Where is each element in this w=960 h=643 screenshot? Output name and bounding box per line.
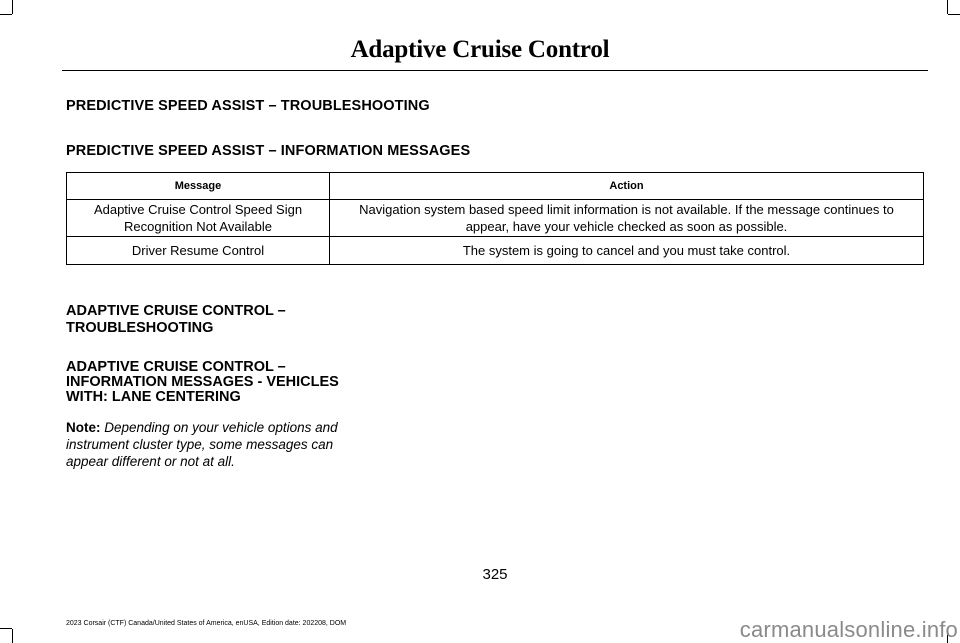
heading-acc-troubleshooting-line1: ADAPTIVE CRUISE CONTROL –	[66, 303, 286, 319]
column-header-message: Message	[67, 173, 330, 200]
page-header-title: Adaptive Cruise Control	[350, 36, 610, 63]
watermark-logo: carmanualsonline.info	[739, 617, 958, 642]
heading-acc-info-line1: ADAPTIVE CRUISE CONTROL –	[66, 359, 286, 375]
message-cell: Driver Resume Control	[67, 237, 330, 265]
table-row	[67, 237, 924, 265]
note-paragraph	[66, 419, 356, 470]
heading-acc-troubleshooting-line2: TROUBLESHOOTING	[66, 320, 214, 336]
crop-mark-bottom-left-v	[12, 629, 13, 643]
crop-mark-top-left-h	[0, 14, 12, 15]
header-divider	[62, 70, 928, 71]
column-header-action: Action	[330, 173, 924, 200]
note-text: Depending on your vehicle options and instrument cluster type, some messages can appear different or not at all.	[66, 420, 338, 469]
information-messages-table	[66, 172, 924, 265]
heading-psa-troubleshooting: PREDICTIVE SPEED ASSIST – TROUBLESHOOTING	[66, 98, 430, 114]
heading-acc-info-line2: INFORMATION MESSAGES - VEHICLES	[66, 374, 339, 390]
message-cell: Adaptive Cruise Control Speed Sign Recognition Not Available	[67, 200, 330, 237]
crop-mark-top-right-v	[947, 0, 948, 14]
note-label: Note:	[66, 420, 101, 435]
action-cell: The system is going to cancel and you must take control.	[330, 237, 924, 265]
heading-acc-info-line3: WITH: LANE CENTERING	[66, 389, 241, 405]
crop-mark-top-right-h	[948, 14, 960, 15]
action-cell: Navigation system based speed limit information is not available. If the message continues to appear, have your vehicle checked as soon as possible.	[330, 200, 924, 237]
heading-psa-information-messages: PREDICTIVE SPEED ASSIST – INFORMATION MESSAGES	[66, 143, 471, 159]
table-row	[67, 200, 924, 237]
page-number: 325	[482, 566, 508, 583]
crop-mark-bottom-left-h	[0, 628, 12, 629]
crop-mark-top-left-v	[12, 0, 13, 14]
footer-edition-info: 2023 Corsair (CTF) Canada/United States of America, enUSA, Edition date: 202208, DOM	[66, 620, 347, 627]
table-header-row	[67, 173, 924, 200]
